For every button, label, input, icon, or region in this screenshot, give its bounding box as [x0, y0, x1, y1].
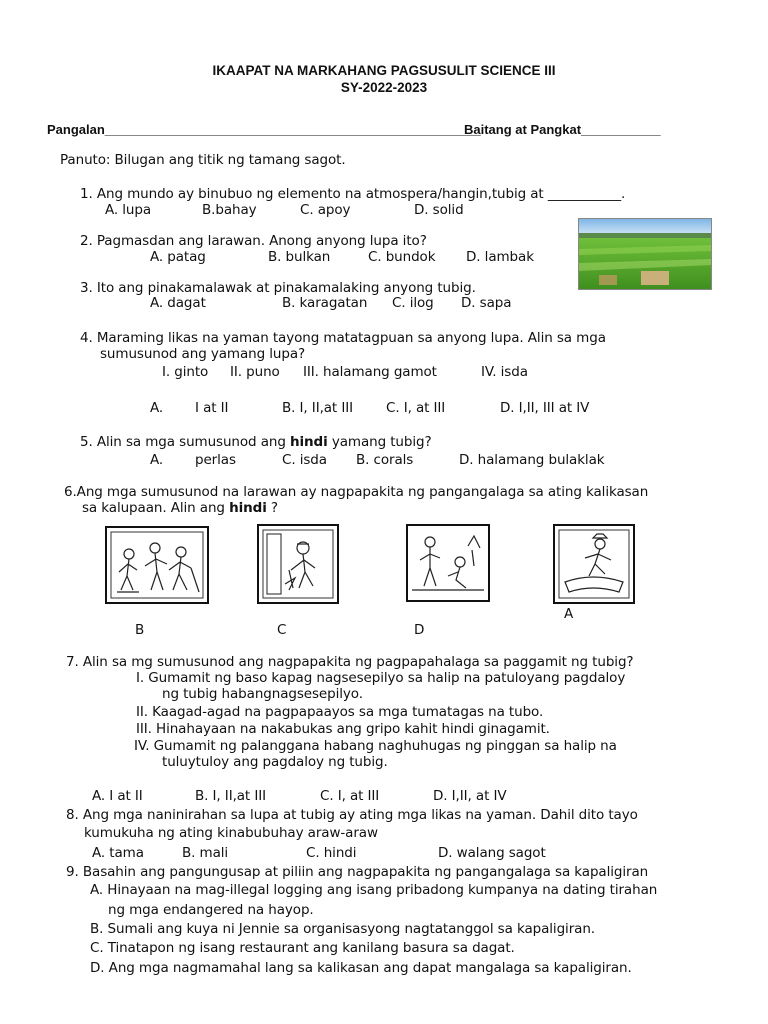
q7-item-ii: II. Kaagad-agad na pagpapaayos sa mga tumatagas na tubo.	[136, 704, 544, 720]
exam-title: IKAAPAT NA MARKAHANG PAGSUSULIT SCIENCE III	[212, 63, 556, 78]
q7-option-d: D. I,II, at IV	[433, 788, 507, 804]
question-6-text-end: ?	[266, 500, 278, 516]
question-1: 1. Ang mundo ay binubuo ng elemento na atmospera/hangin,tubig at ___________.	[80, 186, 626, 202]
q2-option-b: B. bulkan	[268, 249, 331, 265]
question-4-line-1: 4. Maraming likas na yaman tayong matatagpuan sa anyong lupa. Alin sa mga	[80, 330, 606, 346]
picture-label-a: A	[564, 606, 574, 622]
q5-option-c: C. isda	[282, 452, 327, 468]
q4-option-b: B. I, II,at III	[282, 400, 353, 416]
question-8-line-2: kumukuha ng ating kinabubuhay araw-araw	[84, 825, 378, 841]
q5-option-d: D. halamang bulaklak	[459, 452, 605, 468]
q7-option-a: A. I at II	[92, 788, 143, 804]
q1-option-d: D. solid	[414, 202, 464, 218]
q7-item-i-line-1: I. Gumamit ng baso kapag nagsesepilyo sa halip na patuloyang pagdaloy	[136, 670, 626, 686]
q8-option-d: D. walang sagot	[438, 845, 546, 861]
q4-item-iii: III. halamang gamot	[303, 364, 437, 380]
q9-option-a-line-2: ng mga endangered na hayop.	[108, 902, 314, 918]
q9-option-c: C. Tinatapon ng isang restaurant ang kanilang basura sa dagat.	[90, 940, 515, 956]
question-3: 3. Ito ang pinakamalawak at pinakamalaking anyong tubig.	[80, 280, 476, 296]
q9-option-a-line-1: A. Hinayaan na mag-illegal logging ang isang pribadong kumpanya na dating tirahan	[90, 882, 658, 898]
q4-option-a-text: I at II	[195, 400, 229, 416]
school-year: SY-2022-2023	[340, 80, 428, 95]
q7-option-c: C. I, at III	[320, 788, 380, 804]
grade-section-label: Baitang at Pangkat___________	[464, 122, 661, 137]
q7-option-b: B. I, II,at III	[195, 788, 266, 804]
q4-item-ii: II. puno	[230, 364, 280, 380]
picture-label-c: C	[277, 622, 287, 638]
question-2: 2. Pagmasdan ang larawan. Anong anyong lupa ito?	[80, 233, 427, 249]
q3-option-d: D. sapa	[461, 295, 512, 311]
question-5-text-end: yamang tubig?	[327, 434, 432, 450]
q8-option-c: C. hindi	[306, 845, 357, 861]
question-8-line-1: 8. Ang mga naninirahan sa lupa at tubig ay ating mga likas na yaman. Dahil dito tayo	[66, 807, 638, 823]
picture-label-d: D	[414, 622, 425, 638]
instructions: Panuto: Bilugan ang titik ng tamang sagot.	[60, 152, 346, 168]
name-field-label: Pangalan____________________________________________________	[47, 122, 481, 137]
q7-item-iii: III. Hinahayaan na nakabukas ang gripo kahit hindi ginagamit.	[136, 721, 550, 737]
question-6-emphasis: hindi	[229, 500, 267, 516]
q8-option-b: B. mali	[182, 845, 229, 861]
q7-item-iv-line-1: IV. Gumamit ng palanggana habang naghuhugas ng pinggan sa halip na	[134, 738, 617, 754]
q4-option-d: D. I,II, III at IV	[500, 400, 590, 416]
plain-landscape-image	[578, 218, 712, 290]
picture-d-children-gardening	[406, 524, 490, 602]
q2-option-a: A. patag	[150, 249, 206, 265]
q4-option-c: C. I, at III	[386, 400, 446, 416]
question-5	[80, 434, 432, 450]
question-9: 9. Basahin ang pangungusap at piliin ang nagpapakita ng pangangalaga sa kapaligiran	[66, 864, 649, 880]
q7-item-i-line-2: ng tubig habangnagsesepilyo.	[162, 686, 363, 702]
q5-option-a: A.	[150, 452, 164, 468]
q5-option-b: B. corals	[356, 452, 414, 468]
q4-item-i: I. ginto	[162, 364, 209, 380]
q4-item-iv: IV. isda	[481, 364, 528, 380]
q8-option-a: A. tama	[92, 845, 144, 861]
q2-option-d: D. lambak	[466, 249, 534, 265]
q7-item-iv-line-2: tuluytuloy ang pagdaloy ng tubig.	[162, 754, 388, 770]
q2-option-c: C. bundok	[368, 249, 436, 265]
q3-option-a: A. dagat	[150, 295, 206, 311]
q4-option-a: A.	[150, 400, 164, 416]
question-5-text-start: 5. Alin sa mga sumusunod ang	[80, 434, 290, 450]
question-6-line-1: 6.Ang mga sumusunod na larawan ay nagpapakita ng pangangalaga sa ating kalikasan	[64, 484, 649, 500]
q1-option-b: B.bahay	[202, 202, 257, 218]
question-4-line-2: sumusunod ang yamang lupa?	[100, 346, 306, 362]
question-5-emphasis: hindi	[290, 434, 328, 450]
picture-a-man-working	[553, 524, 635, 604]
q1-option-a: A. lupa	[105, 202, 152, 218]
q3-option-c: C. ilog	[392, 295, 434, 311]
q1-option-c: C. apoy	[300, 202, 351, 218]
q3-option-b: B. karagatan	[282, 295, 368, 311]
question-6-line-2	[82, 500, 278, 516]
q5-option-a-text: perlas	[195, 452, 236, 468]
picture-b-people-cleaning	[105, 526, 209, 604]
question-7: 7. Alin sa mg sumusunod ang nagpapakita ng pagpapahalaga sa paggamit ng tubig?	[66, 654, 634, 670]
q9-option-d: D. Ang mga nagmamahal lang sa kalikasan ang dapat mangalaga sa kapaligiran.	[90, 960, 632, 976]
picture-c-boy-planting	[257, 524, 339, 604]
q9-option-b: B. Sumali ang kuya ni Jennie sa organisasyong nagtatanggol sa kapaligiran.	[90, 921, 595, 937]
question-6-text-start: sa kalupaan. Alin ang	[82, 500, 230, 516]
picture-label-b: B	[135, 622, 145, 638]
